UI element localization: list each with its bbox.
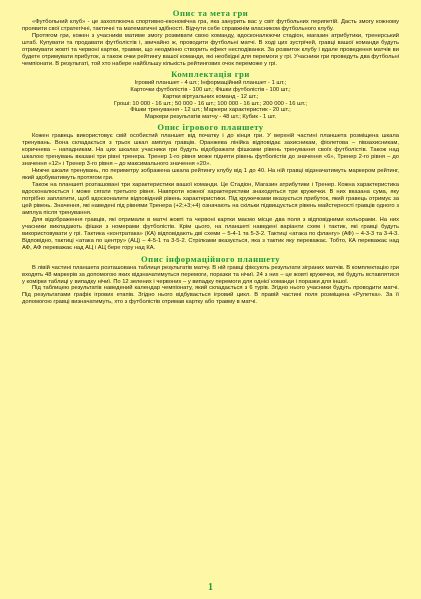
section-title: Опис інформаційного планшету (140, 253, 281, 264)
component-line: Карточки футболістів - 100 шт.; Фішки футболістів - 100 шт.; (130, 86, 291, 93)
section-game-board (22, 122, 399, 251)
component-line: Маркери результатів матчу - 48 шт.; Кубик - 1 шт. (144, 114, 277, 121)
paragraph: Також на планшеті розташовані три характеристики вашої команди. Це Стадіон, Магазин атрибутики і Тренер. Кожна характеристика вдосконалюється і може сягати третього рівня. Навпроти кожної характеристики знаходяться три кружечки. В них вказана сума, яку потрібно заплатити, щоб вдосконалити відповідний рівень характеристики. Під кружечками вказується прибуток, який гравець отримує за цей рівень. Значення, які наведені під рівнями Тренера (+2;+3;+4) означають на скільки підвищується рівень майстерності гравців одного з амплуа після тренування. (22, 182, 399, 216)
component-line: Картки віртуальних команд - 12 шт.; (162, 93, 259, 100)
paragraph: «Футбольний клуб» - це захоплююча спортивно-економічна гра, яка занурить вас у світ футбольних перипетій. Дасть змогу кожному проявити свої стратегічні, тактичні та математичні здібності. Відчути себе справжнім власником футбольного клубу. (22, 19, 399, 32)
component-line: Ігровий планшет - 4 шт.; Інформаційний планшет - 1 шт.; (134, 79, 287, 86)
section-game-description (22, 8, 399, 68)
section-game-components (22, 69, 399, 122)
section-title: Комплектація гри (171, 68, 250, 79)
paragraph: Протягом гри, кожен з учасників матиме змогу розвивати свою команду, вдосконалюючи стадіон, магазин атрибутики, тренерський штаб. Купувати та продавати футболістів і, звичайно ж, проводити футбольні матчі. В ході цих зустрічей, гравці вашої команди будуть отримувати жовті та червоні картки, травми, що неодмінно створить ефект несподіванки. За розвиток клубу і вдале проведення матчів ви будете отримувати прибуток, а також очки рейтингу вашої команди, які необхідні для перемоги у грі. Учасники гри проведуть два футбольні чемпіонати. В результаті, той хто набере найбільшу кількість рейтингових очок переможе у грі. (22, 32, 399, 67)
paragraph: Нижче шкали тренувань, по периметру зображена шкала рейтингу клубу від 1 до 40. На ній гравці відзначатимуть маркером рейтинг, який здобуватимуть протягом гри. (22, 168, 399, 182)
paragraph: В лівій частині планшета розташована таблиця результатів матчу. В ній гравці фіксують результати зіграних матчів. В комплектацію гри входять 48 маркерів за допомогою яких відзначатимуться перемоги, поразки та нічиї. 24 з них – це жовті кружечки, які будуть вставлятися у комірки таблиці у випадку нічиї. По 12 зелених і червоних – у випадку перемоги для однієї команди і поразки для іншої. (22, 264, 399, 285)
paragraph: Для відображення гравців, які отримали в матчі жовті та червоні картки маємо місце два поля з відповідними кольорами. На них учасники викладають фішки з номерами футболістів. Крім цього, на планшеті наведені варіанти схем і тактик, які гравці будуть використовувати у грі. Тактика «контратака» (КА) відповідають дві схеми – 5-4-1 та 5-3-2. Тактиці «атака по флангу» (АФ) – 4-3-3 та 3-4-3. Відповідно, тактиці «атака по центру» (АЦ) – 4-5-1 та 3-5-2. Стрілками вказується, яка з тактик яку переважає. Тобто, КА переважає над АФ, АФ переважає над АЦ і АЦ бере гору над КА. (22, 216, 399, 251)
section-info-board (22, 254, 399, 307)
section-title: Опис ігрового планшету (157, 122, 264, 133)
paragraph: Під таблицею результатів наведений календар чемпіонату, який складається з 6 турів. Згідно нього учасники будуть проводити матчі. Під результатами графік ігрових етапів. Згідно нього відбувається ігровий цикл. В правій частині поля розміщена «Рулетка». За її допомогою гравці визначатимуть, хто з футболістів отримав картку або травму в матчі. (22, 285, 399, 306)
paragraph: Кожен гравець використовує свій особистий планшет від початку і до кінця гри. У верхній частині планшета розміщена шкала тренувань. Вона складається з трьох шкал амплуа гравців. Оранжева лінійка відповідає захисникам, фіолетова – півзахисникам, коричнева – нападникам. На цих шкалах учасники гри будуть відображати фішками рівень тренування своїх футболістів. Також над шкалою тренувань вказані три рівні тренера. Тренер 1-го рівня може підняти рівень футболістів до значення «6», Тренер 2-го рівня – до значення «12» і Тренер 3-го рівня – до максимального значення «20». (22, 133, 399, 168)
component-line: Фішки тренування - 12 шт.; Маркери характеристик - 20 шт.; (130, 107, 291, 114)
component-line: Гроші: 10 000 - 16 шт.; 50 000 - 16 шт.; 100 000 - 16 шт.; 200 000 - 16 шт.; (114, 100, 307, 107)
page-number: 1 (208, 582, 213, 593)
section-title: Опис та мета гри (172, 8, 249, 18)
